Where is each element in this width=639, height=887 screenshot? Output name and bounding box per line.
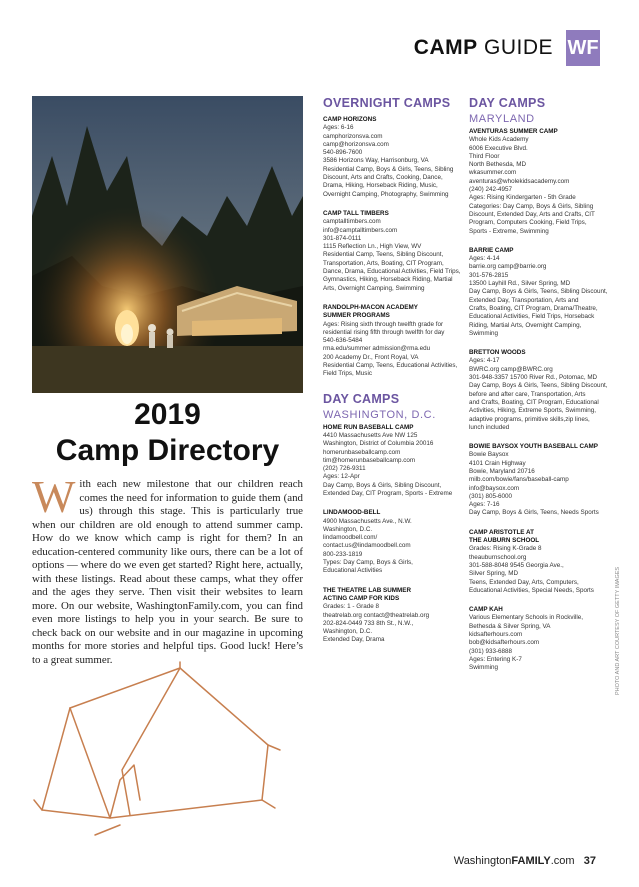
camp-detail: theatrelab.org contact@theatrelab.org: [323, 611, 430, 619]
camp-detail: Overnight Camping, Photography, Swimming: [323, 190, 449, 198]
camp-name: LINDAMOOD-BELL: [323, 509, 381, 517]
camp-detail: and Crafts, Boating, CIT Program, Educational: [469, 398, 599, 406]
intro-text: ith each new milestone that our children reach comes the need for information to guide them (and us) through this stage. This is particularly true when our children are old enough to attend summer camp. How do we know which camp is right for them? In an education-centered community like ours, there can be a lot of options — where do we even get started? Right here, actually, with these listings. Read about these camps, what they offer and the ages they serve. Then visit their websites to learn more. On our website, WashingtonFamily.com, you can find even more listings to help you in your search. Be sure to check back on our website and in our magazine in upcoming months for more stories and helpful tips. Good luck! Here’s to a great summer.: [32, 478, 303, 666]
camp-detail: Extended Day, Transportation, Arts and: [469, 296, 579, 304]
camp-detail: Swimming: [469, 664, 499, 672]
camp-detail: Bethesda & Silver Spring, VA: [469, 622, 551, 630]
camp-name: BARRIE CAMP: [469, 246, 514, 254]
intro-paragraph: [32, 471, 303, 667]
camp-detail: 200 Academy Dr., Front Royal, VA: [323, 353, 419, 361]
camp-detail: Educational Activities, Field Trips, Horseback: [469, 313, 595, 321]
camp-detail: Whole Kids Academy: [469, 136, 529, 144]
camp-detail: aventuras@wholekidsacademy.com: [469, 177, 570, 185]
camp-detail: before and after care, Transportation, Arts: [469, 390, 586, 398]
campfire-photo: [32, 96, 303, 393]
camp-detail: Ages: Entering K-7: [469, 655, 522, 663]
magazine-logo: WF: [566, 30, 600, 66]
camp-detail: Field Trips, Music: [323, 370, 372, 378]
camp-listing: [323, 587, 463, 645]
camp-detail: info@baysox.com: [469, 484, 520, 492]
camp-detail: camptalltimbers.com: [323, 218, 381, 226]
camp-detail: (301) 933-6888: [469, 647, 513, 655]
camp-detail: Program, Computers Cooking, Field Trips,: [469, 219, 587, 227]
camp-detail: Residential Camp, Teens, Educational Activities,: [323, 362, 458, 370]
directory-title: [32, 397, 303, 469]
camp-detail: Sports - Extreme, Swimming: [469, 227, 549, 235]
camp-detail: Ages: 12-Apr: [323, 473, 360, 481]
camp-detail: rma.edu/summer admission@rma.edu: [323, 345, 431, 353]
camp-detail: info@camptalltimbers.com: [323, 226, 398, 234]
camp-listing: [469, 128, 611, 236]
camp-detail: Ages: 7-16: [469, 501, 500, 509]
camp-listing: [323, 509, 463, 575]
camp-detail: Discount, Arts and Crafts, Cooking, Dance,: [323, 174, 443, 182]
header-title-bold: CAMP: [413, 36, 478, 59]
camp-detail: Grades: 1 - Grade 8: [323, 603, 379, 611]
camp-detail: Ages: 4-17: [469, 357, 500, 365]
photo-credit: PHOTO AND ART COURTESY OF GETTY IMAGES: [615, 566, 621, 695]
camp-detail: Dance, Drama, Educational Activities, Field Trips,: [323, 268, 461, 276]
directory-title-year: 2019: [134, 398, 201, 431]
camp-name: AVENTURAS SUMMER CAMP: [469, 128, 558, 135]
directory-title-text: Camp Directory: [55, 434, 280, 467]
camp-detail: camphorizonsva.com: [323, 132, 383, 140]
camp-detail: Drama, Hiking, Horseback Riding, Music,: [323, 182, 438, 190]
header-title-regular: GUIDE: [483, 36, 553, 59]
camp-detail: 13500 Layhill Rd., Silver Spring, MD: [469, 280, 571, 288]
camp-detail: 301-588-8048 9545 Georgia Ave.,: [469, 561, 564, 569]
camp-detail: Crafts, Boating, CIT Program, Drama/Theatre,: [469, 304, 598, 312]
camp-detail: kidsafterhours.com: [469, 631, 523, 639]
camp-listing: [469, 443, 611, 518]
camp-detail: 301-874-0111: [323, 234, 362, 242]
camp-detail: Bowie Baysox: [469, 451, 509, 459]
camp-detail: lindamoodbell.com/: [323, 534, 378, 542]
camp-name: CAMP TALL TIMBERS: [323, 209, 389, 217]
camp-detail: Bowie, Maryland 20716: [469, 467, 535, 475]
section-title: DAY CAMPS: [469, 96, 546, 110]
camp-detail: camp@horizonsva.com: [323, 140, 389, 148]
listing-column-right: [469, 96, 611, 684]
camp-detail: Ages: 4-14: [469, 255, 500, 263]
camp-detail: Types: Day Camp, Boys & Girls,: [323, 559, 413, 567]
tent-illustration-icon: [30, 650, 285, 840]
camp-listing: [469, 247, 611, 338]
camp-detail: 800-233-1819: [323, 550, 363, 558]
camp-listing: [469, 606, 611, 672]
camp-detail: 4900 Massachusetts Ave., N.W.: [323, 517, 412, 525]
camp-detail: BWRC.org camp@BWRC.org: [469, 365, 553, 373]
camp-listing: [469, 349, 611, 432]
camp-name: ACTING CAMP FOR KIDS: [323, 594, 400, 602]
camp-detail: Activities, Hiking, Extreme Sports, Swimming,: [469, 407, 597, 415]
footer-site-suffix: .com: [550, 855, 575, 867]
camp-detail: Discount, Extended Day, Arts and Crafts, CIT: [469, 210, 595, 218]
region-label: WASHINGTON, D.C.: [323, 408, 436, 421]
camp-detail: 301-576-2815: [469, 271, 509, 279]
camp-listing: [469, 529, 611, 595]
camp-detail: Residential Camp, Teens, Sibling Discount,: [323, 251, 444, 259]
camp-detail: barrie.org camp@barrie.org: [469, 263, 547, 271]
camp-detail: homerunbaseballcamp.com: [323, 448, 401, 456]
camp-detail: Day Camp, Boys & Girls, Teens, Sibling Discount,: [469, 382, 608, 390]
camp-detail: Gymnastics, Hiking, Horseback Riding, Martial: [323, 276, 453, 284]
camp-detail: wkasummer.com: [469, 169, 517, 177]
camp-detail: Washington, District of Columbia 20016: [323, 440, 434, 448]
camp-listing: [323, 304, 463, 379]
camp-detail: Residential Camp, Boys & Girls, Teens, Sibling: [323, 165, 454, 173]
camp-detail: (240) 242-4957: [469, 186, 513, 194]
camp-detail: lunch included: [469, 423, 510, 431]
camp-detail: North Bethesda, MD: [469, 161, 527, 169]
camp-detail: (202) 726-9311: [323, 465, 366, 473]
camp-name: BRETTON WOODS: [469, 349, 526, 357]
camp-detail: Arts, Overnight Camping, Swimming: [323, 284, 425, 292]
camp-listing: [323, 424, 463, 499]
camp-detail: Extended Day, CIT Program, Sports - Extreme: [323, 489, 453, 497]
camp-name: CAMP HORIZONS: [323, 116, 377, 123]
camp-detail: Categories: Day Camp, Boys & Girls, Sibling: [469, 202, 594, 210]
camp-detail: Silver Spring, MD: [469, 570, 518, 578]
camp-detail: 1115 Reflection Ln., High View, WV: [323, 243, 422, 251]
camp-name: CAMP ARISTOTLE AT: [469, 528, 534, 536]
camp-name: CAMP KAH: [469, 606, 503, 614]
page-footer: [454, 855, 596, 867]
drop-cap: W: [32, 471, 76, 522]
camp-name: HOME RUN BASEBALL CAMP: [323, 423, 414, 431]
listing-column-left: [323, 96, 463, 656]
camp-detail: Ages: 6-16: [323, 124, 354, 132]
camp-detail: (301) 805-6000: [469, 492, 513, 500]
camp-detail: Washington, D.C.: [323, 628, 373, 636]
camp-name: SUMMER PROGRAMS: [323, 312, 390, 320]
camp-detail: 540-636-5484: [323, 337, 363, 345]
section-header: [414, 36, 553, 60]
camp-detail: 540-896-7600: [323, 149, 363, 157]
footer-site-regular: Washington: [453, 855, 512, 867]
camp-name: BOWIE BAYSOX YOUTH BASEBALL CAMP: [469, 443, 598, 451]
camp-detail: Riding, Martial Arts, Overnight Camping,: [469, 321, 582, 329]
camp-detail: Various Elementary Schools in Rockville,: [469, 614, 583, 622]
camp-detail: 4101 Crain Highway: [469, 459, 526, 467]
camp-detail: Washington, D.C.: [323, 525, 373, 533]
camp-detail: Day Camp, Boys & Girls, Teens, Needs Sports: [469, 509, 599, 517]
camp-name: THE THEATRE LAB SUMMER: [323, 586, 412, 594]
camp-detail: Extended Day, Drama: [323, 636, 385, 644]
camp-detail: 301-948-3357 15700 River Rd., Potomac, MD: [469, 374, 598, 382]
section-title: DAY CAMPS: [323, 391, 400, 406]
camp-detail: Day Camp, Boys & Girls, Sibling Discount,: [323, 481, 442, 489]
camp-detail: Grades: Rising K-Grade 8: [469, 545, 542, 553]
camp-detail: 202-824-0449 733 8th St., N.W.,: [323, 619, 414, 627]
camp-detail: Ages: Rising Kindergarten - 5th Grade: [469, 194, 576, 202]
camp-detail: adaptive programs, primitive skills,zip lines,: [469, 415, 590, 423]
camp-detail: contact.us@lindamoodbell.com: [323, 542, 411, 550]
camp-detail: tim@homerunbaseballcamp.com: [323, 456, 416, 464]
camp-detail: 6006 Executive Blvd.: [469, 144, 528, 152]
camp-detail: Third Floor: [469, 152, 500, 160]
camp-detail: Swimming: [469, 329, 499, 337]
footer-site-bold: FAMILY: [511, 855, 551, 867]
camp-detail: milb.com/bowie/fans/baseball-camp: [469, 476, 569, 484]
camp-listing: [323, 116, 463, 199]
camp-detail: Day Camp, Boys & Girls, Teens, Sibling Discount,: [469, 288, 608, 296]
camp-name: RANDOLPH-MACON ACADEMY: [323, 303, 418, 311]
camp-name: THE AUBURN SCHOOL: [469, 537, 540, 545]
page-number: 37: [583, 855, 596, 867]
camp-detail: 4410 Massachusetts Ave NW 125: [323, 431, 418, 439]
region-label: MARYLAND: [469, 113, 535, 125]
camp-detail: Educational Activities: [323, 567, 383, 575]
camp-detail: 3586 Horizons Way, Harrisonburg, VA: [323, 157, 429, 165]
camp-listing: [323, 210, 463, 293]
camp-detail: residential rising fifth through twelfth for day: [323, 328, 445, 336]
camp-detail: theauburnschool.org: [469, 553, 527, 561]
camp-detail: Ages: Rising sixth through twelfth grade for: [323, 320, 444, 328]
camp-detail: Educational Activities, Special Needs, Sports: [469, 586, 594, 594]
camp-detail: bob@kidsafterhours.com: [469, 639, 540, 647]
camp-detail: Teens, Extended Day, Arts, Computers,: [469, 578, 579, 586]
section-title: OVERNIGHT CAMPS: [323, 96, 451, 110]
camp-detail: Transportation, Arts, Boating, CIT Program,: [323, 259, 444, 267]
